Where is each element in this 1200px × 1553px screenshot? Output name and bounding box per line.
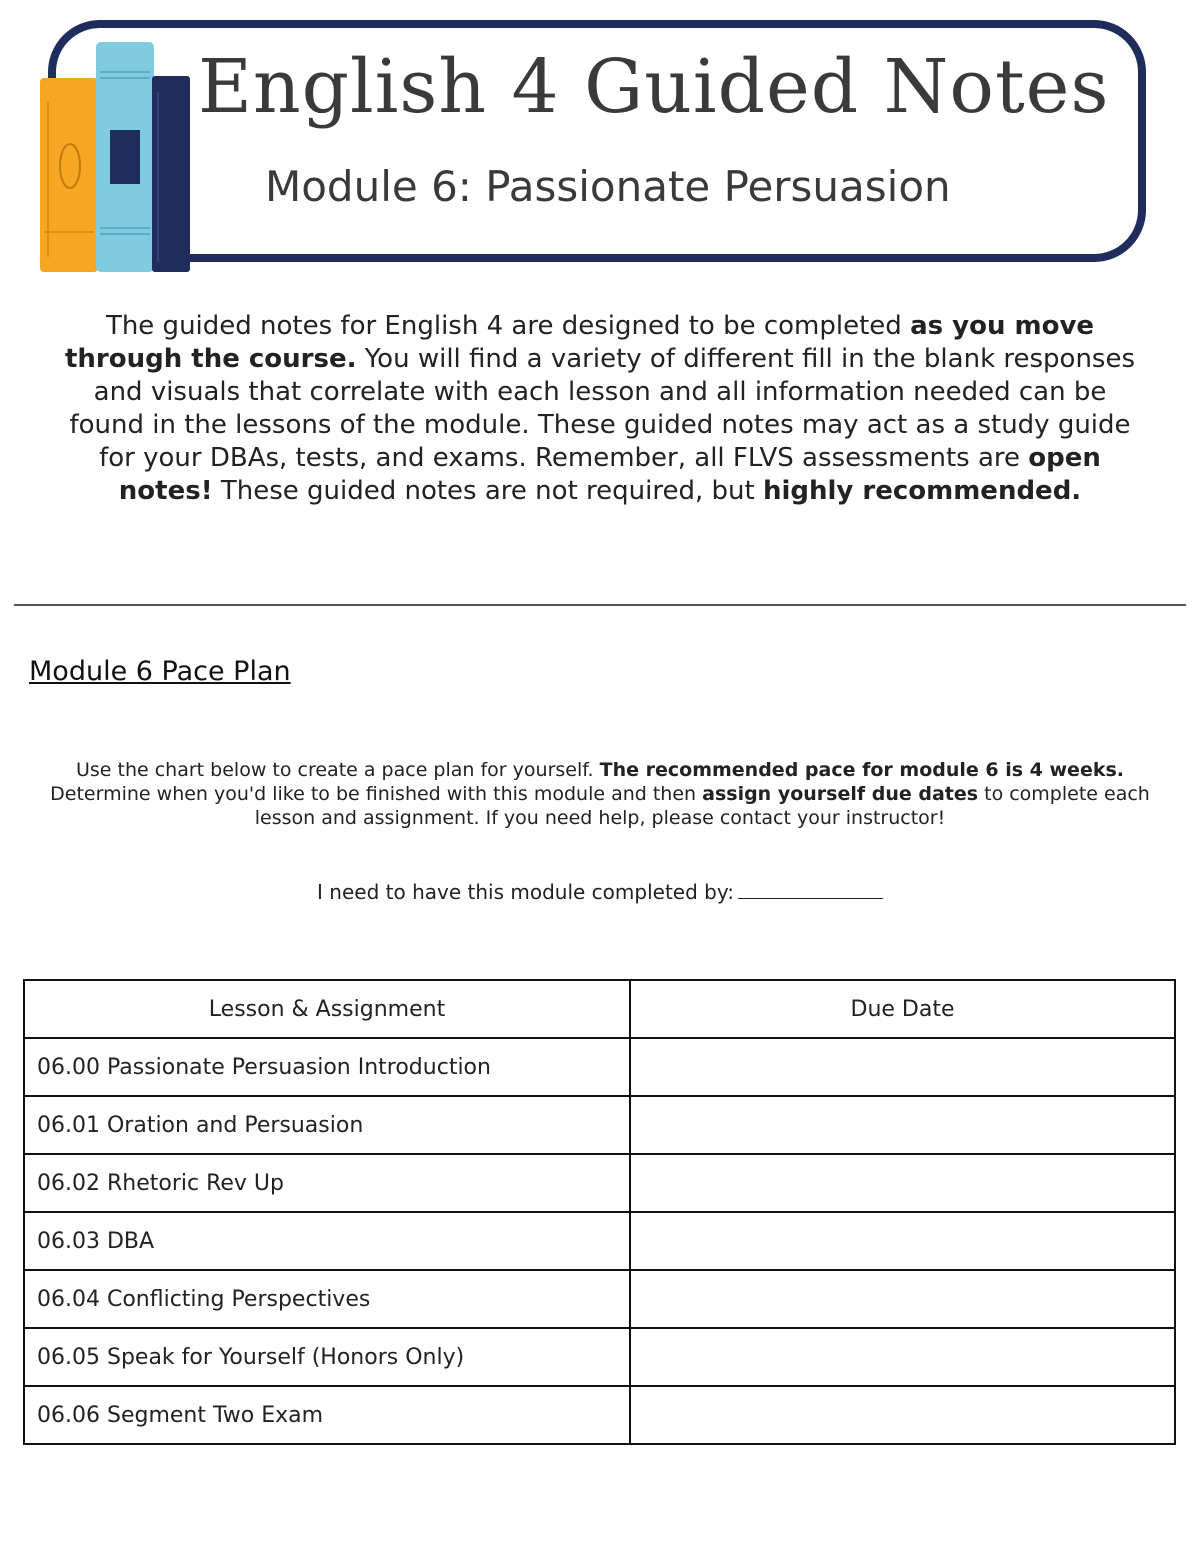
- table-header-row: [24, 980, 1175, 1038]
- table-row: [24, 1096, 1175, 1154]
- table-row: [24, 1270, 1175, 1328]
- lesson-cell: 06.05 Speak for Yourself (Honors Only): [24, 1328, 630, 1386]
- table-row: [24, 1038, 1175, 1096]
- intro-paragraph: [60, 310, 1140, 508]
- lesson-cell: 06.03 DBA: [24, 1212, 630, 1270]
- due-date-cell[interactable]: [630, 1154, 1175, 1212]
- completion-label: I need to have this module completed by:: [317, 880, 734, 904]
- lesson-cell: 06.06 Segment Two Exam: [24, 1386, 630, 1444]
- instructions-text: Determine when you'd like to be finished with this module and then: [50, 783, 703, 805]
- lesson-cell: 06.04 Conflicting Perspectives: [24, 1270, 630, 1328]
- due-date-cell[interactable]: [630, 1270, 1175, 1328]
- due-date-cell[interactable]: [630, 1212, 1175, 1270]
- intro-emphasis: highly recommended.: [762, 476, 1082, 506]
- completion-date-prompt: [0, 880, 1200, 904]
- instructions-text: to complete each lesson and assignment. If you need help, please contact your instructor!: [254, 783, 1150, 829]
- books-illustration: [40, 42, 200, 272]
- table-row: [24, 1386, 1175, 1444]
- intro-text: The guided notes for English 4 are designed to be completed: [105, 311, 911, 341]
- pace-plan-heading: Module 6 Pace Plan: [29, 656, 291, 687]
- intro-text: These guided notes are not required, but: [212, 476, 763, 506]
- table-row: [24, 1328, 1175, 1386]
- page-title: English 4 Guided Notes: [198, 44, 1110, 130]
- intro-text: You will find a variety of different fill in the blank responses and visuals that correlate with each lesson and all information needed can be found in the lessons of the module. These guided notes may act as a study guide for your DBAs, tests, and exams. Remember, all FLVS assessments are: [69, 344, 1136, 473]
- intro-emphasis: as you move through the course.: [64, 311, 1095, 374]
- instructions-text: Use the chart below to create a pace plan for yourself.: [75, 759, 600, 781]
- lesson-cell: 06.01 Oration and Persuasion: [24, 1096, 630, 1154]
- section-divider: [14, 604, 1186, 606]
- header-banner: [40, 14, 1160, 272]
- lesson-cell: 06.00 Passionate Persuasion Introduction: [24, 1038, 630, 1096]
- table-row: [24, 1154, 1175, 1212]
- due-date-cell[interactable]: [630, 1328, 1175, 1386]
- due-date-cell[interactable]: [630, 1038, 1175, 1096]
- instructions-emphasis: assign yourself due dates: [702, 783, 979, 805]
- column-header-due-date: Due Date: [630, 980, 1175, 1038]
- due-date-cell[interactable]: [630, 1096, 1175, 1154]
- table-row: [24, 1212, 1175, 1270]
- intro-emphasis: open notes!: [118, 443, 1101, 506]
- column-header-lesson: Lesson & Assignment: [24, 980, 630, 1038]
- instructions-emphasis: The recommended pace for module 6 is 4 weeks.: [599, 759, 1124, 781]
- module-subtitle: Module 6: Passionate Persuasion: [265, 162, 951, 211]
- completion-date-blank[interactable]: [738, 880, 883, 899]
- pace-plan-table: [23, 979, 1176, 1445]
- due-date-cell[interactable]: [630, 1386, 1175, 1444]
- lesson-cell: 06.02 Rhetoric Rev Up: [24, 1154, 630, 1212]
- pace-plan-instructions: [40, 758, 1160, 830]
